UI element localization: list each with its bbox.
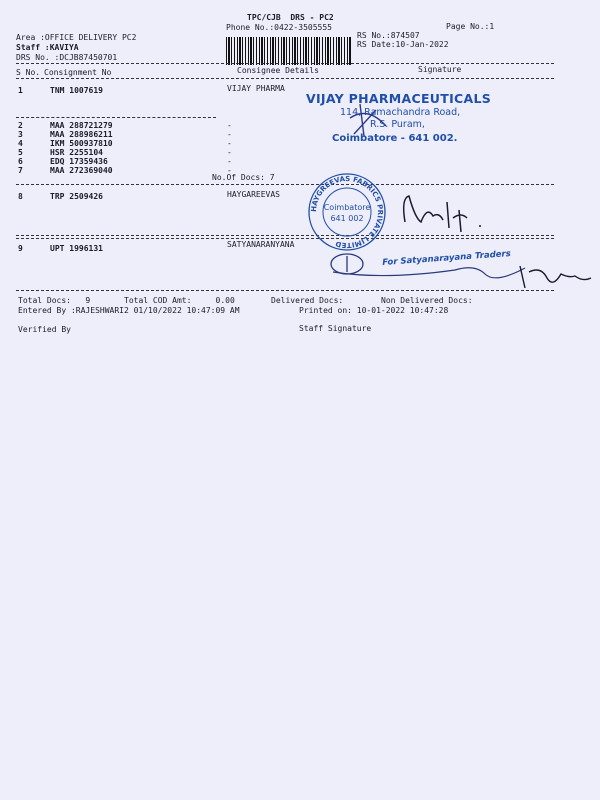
phone-number: Phone No.:0422-3505555: [226, 23, 332, 32]
stamp-company-name: VIJAY PHARMACEUTICALS: [306, 91, 492, 106]
verified-by: Verified By: [18, 325, 71, 334]
row-consignee: -: [227, 121, 232, 130]
row-sno: 1: [18, 86, 23, 95]
row-consignee: -: [227, 157, 232, 166]
row-sno: 3: [18, 130, 23, 139]
round-stamp: [307, 172, 387, 252]
row-consignee: SATYANARANYANA: [227, 240, 295, 249]
round-stamp-ring-text: HAYGREEVAS FABRICS PRIVATE LIMITED: [309, 174, 385, 250]
printed-on: Printed on: 10-01-2022 10:47:28: [299, 306, 449, 315]
stamp-address-line: 114, Ramachandra Road,: [340, 107, 461, 118]
row-sno: 2: [18, 121, 23, 130]
drs-number: DRS No. :DCJB87450701: [16, 53, 118, 62]
stamp-satyanarayana: For Satyanarayana Traders: [382, 249, 512, 268]
divider: [16, 63, 554, 64]
divider: [16, 238, 554, 239]
row-sno: 9: [18, 244, 23, 253]
delivered-docs: Delivered Docs:: [271, 296, 344, 305]
barcode: [226, 37, 352, 65]
row-consignment: MAA 272369040: [50, 166, 113, 175]
row-consignment: MAA 288721279: [50, 121, 113, 130]
col-signature: Signature: [418, 65, 462, 74]
staff-signature: Staff Signature: [299, 324, 372, 333]
divider: [16, 117, 216, 118]
row-consignee: -: [227, 139, 232, 148]
report-title: TPC/CJB DRS - PC2: [247, 13, 334, 22]
col-sno: S No.: [16, 68, 41, 77]
svg-text:HAYGREEVAS FABRICS PRIVATE LIM: [310, 175, 384, 249]
row-consignment: IKM 500937810: [50, 139, 113, 148]
row-consignee: -: [227, 166, 232, 175]
total-docs: Total Docs: 9: [18, 296, 91, 305]
staff-label: Staff :KAVIYA: [16, 43, 79, 52]
row-consignment: TRP 2509426: [50, 192, 103, 201]
non-delivered-docs: Non Delivered Docs:: [381, 296, 473, 305]
stamp-address-line: R.S. Puram,: [370, 119, 425, 130]
row-consignment: TNM 1007619: [50, 86, 103, 95]
row-consignee: VIJAY PHARMA: [227, 84, 285, 93]
row-consignee: -: [227, 148, 232, 157]
no-of-docs: No.Of Docs: 7: [212, 173, 275, 182]
row-sno: 8: [18, 192, 23, 201]
row-sno: 4: [18, 139, 23, 148]
col-consignee: Consignee Details: [237, 66, 319, 75]
row-consignment: MAA 288986211: [50, 130, 113, 139]
total-cod: Total COD Amt: 0.00: [124, 296, 235, 305]
divider: [16, 78, 554, 79]
area-label: Area :OFFICE DELIVERY PC2: [16, 33, 137, 42]
row-sno: 5: [18, 148, 23, 157]
divider: [16, 184, 554, 185]
round-stamp-pin: 641 002: [330, 214, 364, 223]
stamp-address-line: Coimbatore - 641 002.: [332, 133, 458, 144]
row-consignment: UPT 1996131: [50, 244, 103, 253]
signature-haygreevas: [395, 188, 495, 238]
col-consignment: Consignment No: [44, 68, 112, 77]
rs-number: RS No.:874507: [357, 31, 420, 40]
row-consignment: HSR 2255104: [50, 148, 103, 157]
round-stamp-city: Coimbatore: [323, 203, 371, 212]
row-sno: 7: [18, 166, 23, 175]
row-consignee: -: [227, 130, 232, 139]
row-consignment: EDQ 17359436: [50, 157, 108, 166]
rs-date: RS Date:10-Jan-2022: [357, 40, 449, 49]
row-consignee: HAYGAREEVAS: [227, 190, 280, 199]
entered-by: Entered By :RAJESHWARI2 01/10/2022 10:47:09 AM: [18, 306, 240, 315]
page-number: Page No.:1: [446, 22, 495, 31]
row-sno: 6: [18, 157, 23, 166]
signature-mark: [340, 96, 400, 146]
